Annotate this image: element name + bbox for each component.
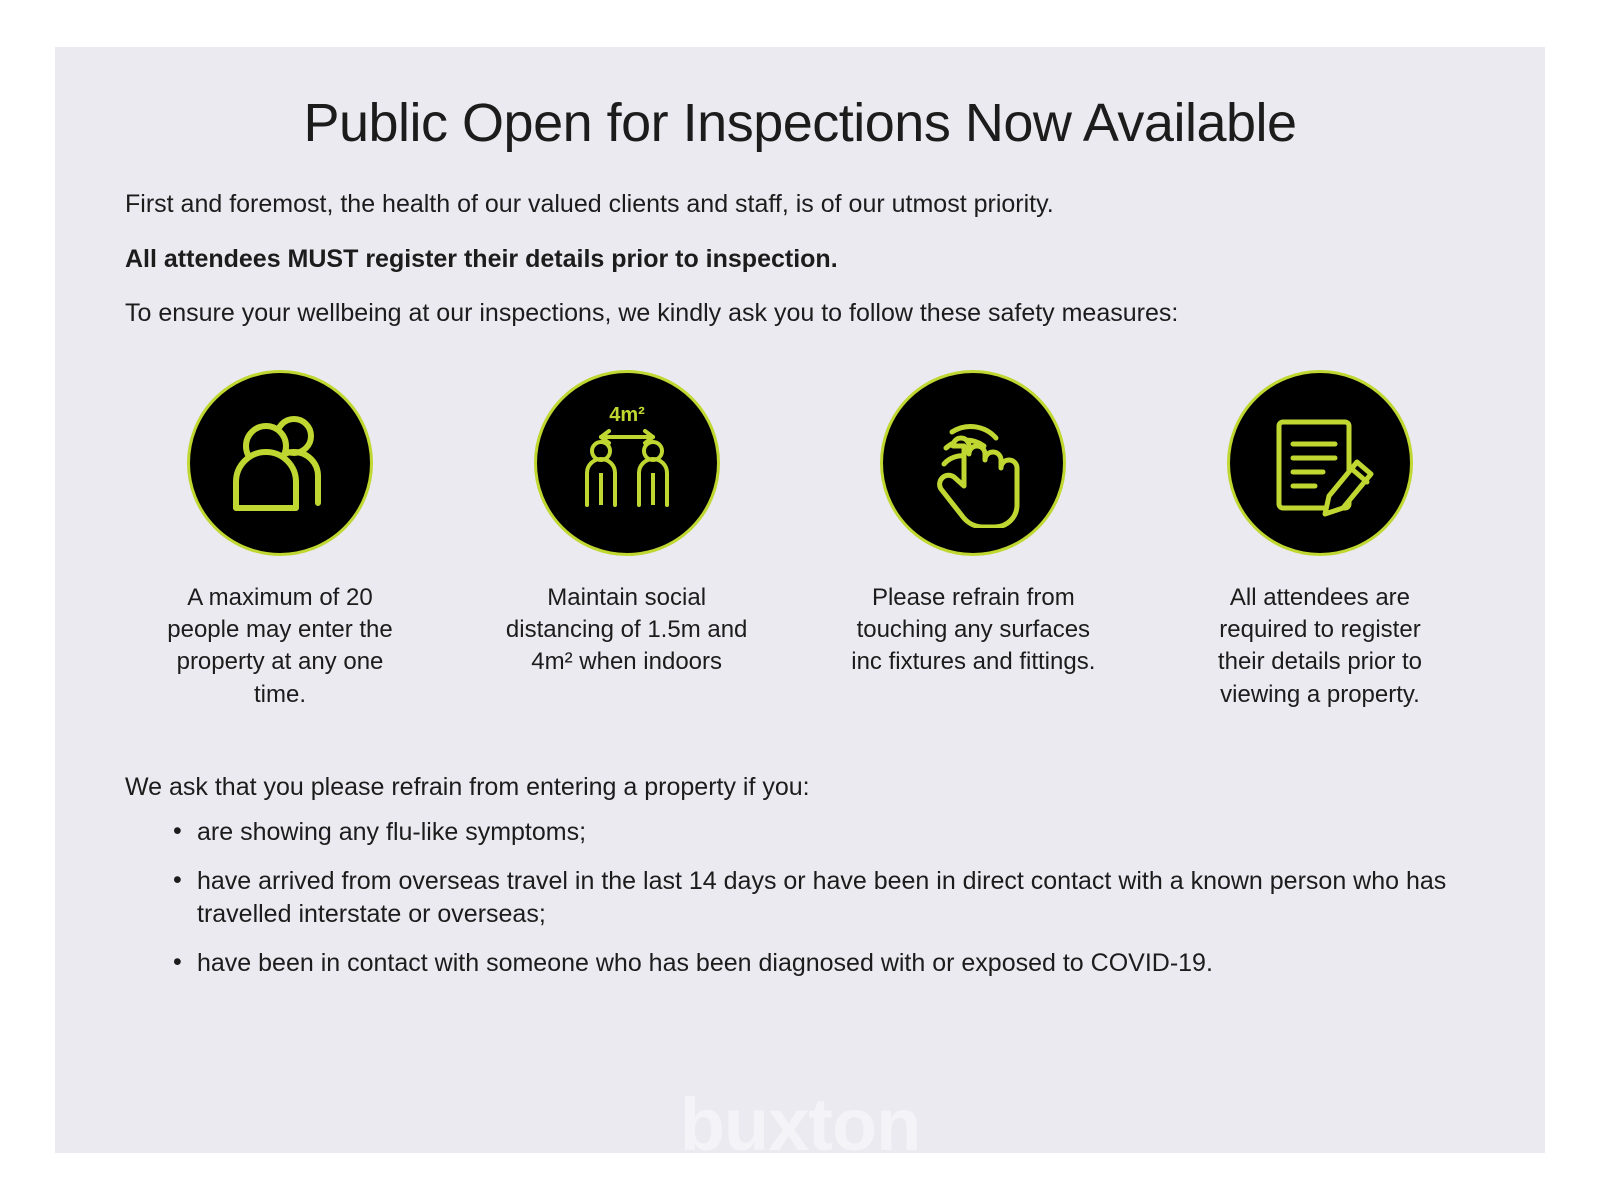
measure-item-people-limit <box>155 370 405 712</box>
list-item: • have been in contact with someone who has been diagnosed with or exposed to COVID-19. <box>173 947 1475 980</box>
intro-line-1: First and foremost, the health of our valued clients and staff, is of our utmost priority. <box>125 190 1054 218</box>
svg-text:4m²: 4m² <box>608 403 645 426</box>
intro-line-3: To ensure your wellbeing at our inspections, we kindly ask you to follow these safety measures: <box>125 299 1179 327</box>
measure-caption: Maintain social distancing of 1.5m and 4m² when indoors <box>505 583 748 676</box>
page-title: Public Open for Inspections Now Available <box>303 93 1297 153</box>
measure-caption: All attendees are required to register their details prior to viewing a property. <box>1217 583 1423 708</box>
list-item: • have arrived from overseas travel in the last 14 days or have been in direct contact with a known person who has travelled interstate or overseas; <box>173 865 1475 931</box>
poster-page <box>55 47 1545 1166</box>
footer-list <box>125 816 1475 980</box>
measure-caption: A maximum of 20 people may enter the property at any one time. <box>167 583 393 708</box>
measure-caption: Please refrain from touching any surfaces inc fixtures and fittings. <box>851 583 1096 676</box>
no-touching-hand-icon <box>880 370 1066 556</box>
group-of-people-icon <box>187 370 373 556</box>
safety-measures-row <box>155 370 1445 712</box>
footer-block <box>125 773 1475 980</box>
measure-item-no-touching <box>848 370 1098 712</box>
intro-line-2: All attendees MUST register their details prior to inspection. <box>125 244 838 273</box>
brand-watermark: buxton <box>679 1083 921 1166</box>
list-item: • are showing any flu-like symptoms; <box>173 816 1475 849</box>
intro-block <box>125 188 1475 330</box>
measure-item-social-distancing <box>502 370 752 712</box>
footer-lead: We ask that you please refrain from entering a property if you: <box>125 773 810 802</box>
measure-item-register-details <box>1195 370 1445 712</box>
social-distancing-icon <box>534 370 720 556</box>
register-form-pencil-icon <box>1227 370 1413 556</box>
